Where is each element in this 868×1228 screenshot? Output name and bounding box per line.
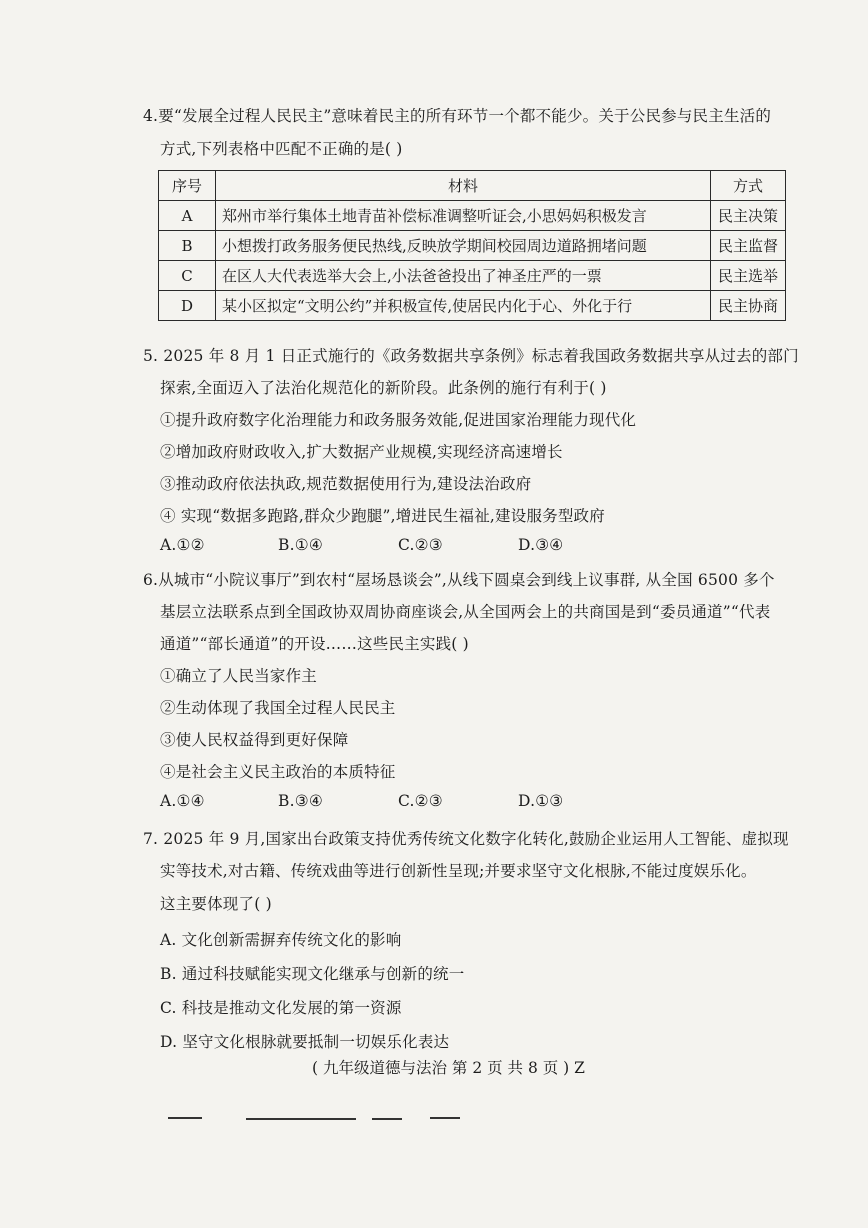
q7-option-b: B. 通过科技赋能实现文化继承与创新的统一 [160,965,465,983]
q7-stem-line3: 这主要体现了( ) [160,895,272,913]
q7-stem-line1: 7. 2025 年 9 月,国家出台政策支持优秀传统文化数字化转化,鼓励企业运用人工智能、虚拟现 [143,830,789,848]
q7-option-d: D. 坚守文化根脉就要抵制一切娱乐化表达 [160,1033,450,1051]
table-cell: A [159,201,216,231]
table-cell: 某小区拟定“文明公约”并积极宣传,使居民内化于心、外化于行 [216,291,711,321]
table-cell: 郑州市举行集体土地青苗补偿标准调整听证会,小思妈妈积极发言 [216,201,711,231]
q4-stem-line2: 方式,下列表格中匹配不正确的是( ) [160,140,403,158]
q6-option-d: D.①③ [518,792,564,810]
q7-stem-line2: 实等技术,对古籍、传统戏曲等进行创新性呈现;并要求坚守文化根脉,不能过度娱乐化。 [160,862,757,880]
table-row [159,231,786,261]
table-header-row [159,171,786,201]
table-row [159,261,786,291]
q4-stem-line1: 4.要“发展全过程人民民主”意味着民主的所有环节一个都不能少。关于公民参与民主生活的 [143,107,772,125]
q6-option-a: A.①④ [160,792,205,810]
table-cell: 民主协商 [711,291,786,321]
q6-option-b: B.③④ [278,792,323,810]
table-cell: 民主监督 [711,231,786,261]
q5-option-d: D.③④ [518,536,564,554]
q5-statement: ④ 实现“数据多跑路,群众少跑腿”,增进民生福祉,建设服务型政府 [160,507,605,525]
q5-stem-line2: 探索,全面迈入了法治化规范化的新阶段。此条例的施行有利于( ) [160,379,607,397]
q6-stem-line1: 6.从城市“小院议事厅”到农村“屋场恳谈会”,从线下圆桌会到线上议事群, 从全国 6500 多个 [143,571,775,589]
q5-stem-line1: 5. 2025 年 8 月 1 日正式施行的《政务数据共享条例》标志着我国政务数据共享从过去的部门 [143,347,799,365]
q4-table [158,170,786,321]
q6-stem-line3: 通道”“部长通道”的开设……这些民主实践( ) [160,635,469,653]
q5-statement: ②增加政府财政收入,扩大数据产业规模,实现经济高速增长 [160,443,563,461]
scan-mark [168,1117,202,1119]
q6-stem-line2: 基层立法联系点到全国政协双周协商座谈会,从全国两会上的共商国是到“委员通道”“代表 [160,603,771,621]
table-cell: 小想拨打政务服务便民热线,反映放学期间校园周边道路拥堵问题 [216,231,711,261]
table-cell: 在区人大代表选举大会上,小法爸爸投出了神圣庄严的一票 [216,261,711,291]
q6-statement: ①确立了人民当家作主 [160,667,318,685]
scan-mark [430,1117,460,1119]
q6-statement: ②生动体现了我国全过程人民民主 [160,699,396,717]
table-header: 材料 [216,171,711,201]
q5-option-c: C.②③ [398,536,443,554]
q5-option-b: B.①④ [278,536,323,554]
scan-mark [372,1118,402,1120]
table-header: 方式 [711,171,786,201]
table-cell: B [159,231,216,261]
q5-statement: ①提升政府数字化治理能力和政务服务效能,促进国家治理能力现代化 [160,411,637,429]
page-footer: ( 九年级道德与法治 第 2 页 共 8 页 ) Z [312,1059,585,1077]
table-cell: 民主选举 [711,261,786,291]
q7-option-a: A. 文化创新需摒弃传统文化的影响 [160,931,402,949]
table-cell: 民主决策 [711,201,786,231]
q7-option-c: C. 科技是推动文化发展的第一资源 [160,999,402,1017]
table-row [159,291,786,321]
q5-statement: ③推动政府依法执政,规范数据使用行为,建设法治政府 [160,475,532,493]
table-row [159,201,786,231]
q6-statement: ④是社会主义民主政治的本质特征 [160,763,396,781]
table-cell: C [159,261,216,291]
q5-option-a: A.①② [160,536,205,554]
q6-option-c: C.②③ [398,792,443,810]
q6-statement: ③使人民权益得到更好保障 [160,731,349,749]
table-header: 序号 [159,171,216,201]
scan-mark [246,1118,356,1120]
table-cell: D [159,291,216,321]
